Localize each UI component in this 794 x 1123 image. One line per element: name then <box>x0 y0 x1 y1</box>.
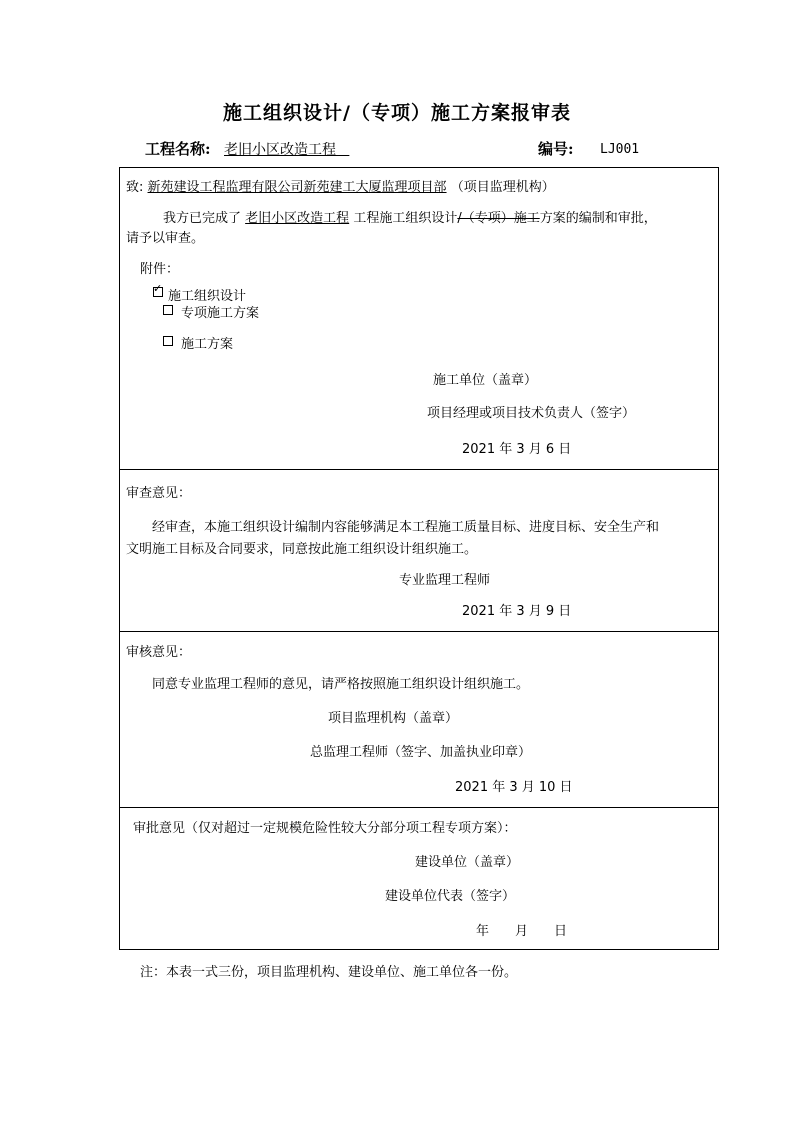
review-opinion-line2: 文明施工目标及合同要求，同意按此施工组织设计组织施工。 <box>126 542 478 557</box>
section1-date: 2021 年 3 月 6 日 <box>462 442 572 457</box>
attachment-label: 专项施工方案 <box>181 306 260 321</box>
to-line: 致: 新苑建设工程监理有限公司新苑建工大厦监理项目部 （项目监理机构） <box>126 180 555 195</box>
section-divider <box>119 469 719 470</box>
section-divider <box>119 807 719 808</box>
number-value: LJ001 <box>600 142 640 157</box>
attachment-checkbox-construction-design[interactable] <box>153 287 163 297</box>
project-name-value: 老旧小区改造工程 <box>224 142 336 158</box>
project-name-label: 工程名称: <box>145 140 211 158</box>
audit-opinion-line1: 同意专业监理工程师的意见，请严格按照施工组织设计组织施工。 <box>152 677 530 692</box>
attachment-checkbox-special-plan[interactable] <box>163 305 173 315</box>
review-opinion-label: 审查意见： <box>126 486 192 501</box>
attachment-label: 施工组织设计 <box>168 289 247 304</box>
section2-date: 2021 年 3 月 9 日 <box>462 604 572 619</box>
supervision-org-seal: 项目监理机构（盖章） <box>328 711 459 726</box>
supervision-engineer-label: 专业监理工程师 <box>399 573 491 588</box>
owner-representative-signature: 建设单位代表（签字） <box>385 889 516 904</box>
audit-opinion-label: 审核意见： <box>126 645 192 660</box>
section-divider <box>119 631 719 632</box>
attachment-label: 施工方案 <box>181 337 234 352</box>
completion-paragraph-line2: 请予以审查。 <box>126 231 205 246</box>
footnote: 注：本表一式三份，项目监理机构、建设单位、施工单位各一份。 <box>140 965 518 980</box>
project-manager-signature: 项目经理或项目技术负责人（签字） <box>427 406 636 421</box>
section4-date: 年 月 日 <box>476 924 568 939</box>
construction-unit-seal: 施工单位（盖章） <box>433 373 538 388</box>
section3-date: 2021 年 3 月 10 日 <box>455 780 573 795</box>
form-title: 施工组织设计/（专项）施工方案报审表 <box>223 102 571 124</box>
attachment-checkbox-construction-plan[interactable] <box>163 336 173 346</box>
review-opinion-line1: 经审查，本施工组织设计编制内容能够满足本工程施工质量目标、进度目标、安全生产和 <box>152 520 660 535</box>
owner-unit-seal: 建设单位（盖章） <box>415 855 520 870</box>
completion-paragraph-line1: 我方已完成了 老旧小区改造工程 工程施工组织设计/（专项）施工方案的编制和审批， <box>163 211 657 226</box>
chief-engineer-signature: 总监理工程师（签字、加盖执业印章） <box>310 745 532 760</box>
number-label: 编号: <box>538 140 574 158</box>
approval-opinion-label: 审批意见（仅对超过一定规模危险性较大分部分项工程专项方案）： <box>133 821 517 836</box>
attachments-label: 附件： <box>140 262 180 277</box>
